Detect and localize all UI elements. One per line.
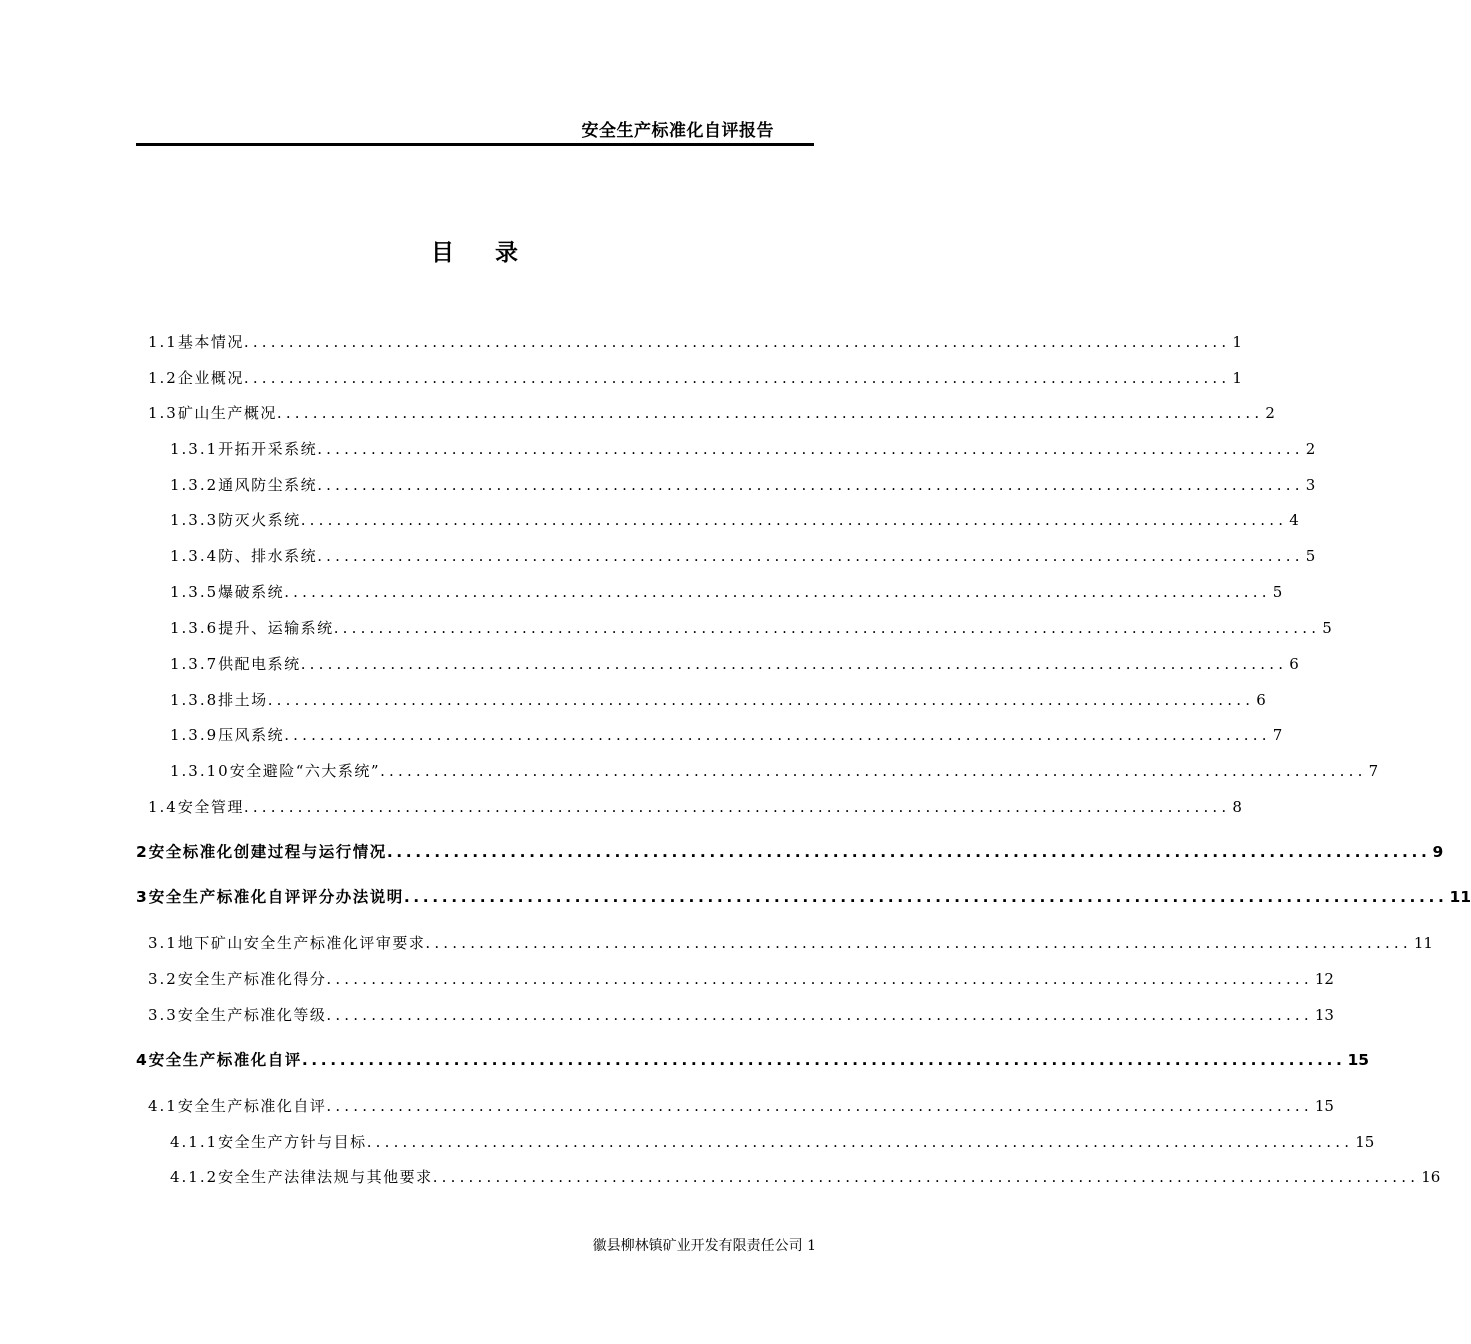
toc-entry[interactable] [170, 1165, 1441, 1189]
toc-entry-page: 15 [1347, 1051, 1370, 1069]
toc-dot-leader: .............................................................................................................. [380, 762, 1367, 780]
toc-entry-number: 1.3.1 [170, 440, 219, 458]
toc-entry[interactable] [148, 1094, 1334, 1118]
toc-entry-number: 1.4 [148, 798, 178, 816]
toc-entry[interactable] [148, 931, 1433, 955]
toc-dot-leader: .............................................................................................................. [326, 970, 1313, 988]
toc-entry-number: 1.3.6 [170, 619, 219, 637]
toc-entry[interactable] [136, 1048, 1370, 1072]
toc-entry-page: 5 [1305, 547, 1316, 565]
toc-entry-number: 1.3.9 [170, 726, 219, 744]
toc-entry-page: 5 [1322, 619, 1332, 637]
toc-dot-leader: .............................................................................................................. [300, 655, 1288, 673]
toc-dot-leader: .............................................................................................................. [326, 1006, 1313, 1024]
toc-entry[interactable] [148, 366, 1242, 390]
toc-entry-number: 4.1.2 [170, 1168, 219, 1186]
toc-entry-page: 15 [1314, 1097, 1334, 1115]
toc-entry-page: 6 [1256, 691, 1266, 709]
toc-entry-number: 4 [136, 1051, 149, 1069]
toc-entry-page: 6 [1289, 655, 1299, 673]
toc-entry-label: 基本情况 [177, 333, 244, 351]
toc-entry-number: 1.3.7 [170, 655, 219, 673]
toc-heading-char-1: 目 [431, 240, 455, 266]
toc-entry[interactable] [170, 580, 1283, 604]
toc-entry-label: 安全生产标准化自评 [177, 1097, 327, 1115]
toc-entry-label: 安全标准化创建过程与运行情况 [148, 843, 387, 861]
toc-dot-leader: .............................................................................................................. [284, 726, 1271, 744]
toc-dot-leader: .............................................................................................................. [317, 547, 1304, 565]
toc-entry-number: 4.1.1 [170, 1133, 219, 1151]
toc-entry[interactable] [148, 795, 1242, 819]
toc-entry-page: 5 [1272, 583, 1283, 601]
toc-entry-page: 3 [1305, 476, 1316, 494]
header-divider [136, 143, 814, 146]
toc-dot-leader: .............................................................................................................. [366, 1133, 1354, 1151]
toc-dot-leader: .............................................................................................................. [403, 888, 1448, 906]
toc-entry-label: 安全生产标准化自评评分办法说明 [148, 888, 404, 906]
toc-entry-label: 通风防尘系统 [218, 476, 318, 494]
toc-entry-number: 2 [136, 843, 149, 861]
toc-dot-leader: .............................................................................................................. [243, 798, 1231, 816]
toc-entry[interactable] [170, 1130, 1375, 1154]
toc-entry-label: 地下矿山安全生产标准化评审要求 [177, 934, 426, 952]
toc-entry[interactable] [148, 401, 1275, 425]
toc-dot-leader: .............................................................................................................. [276, 404, 1264, 422]
toc-entry-label: 安全生产标准化等级 [177, 1006, 327, 1024]
toc-entry-page: 12 [1314, 970, 1334, 988]
toc-entry[interactable] [170, 688, 1266, 712]
toc-entry-label: 安全避险“六大系统” [229, 762, 381, 780]
toc-entry-page: 4 [1289, 511, 1299, 529]
toc-heading [0, 234, 950, 267]
toc-entry-number: 1.3.4 [170, 547, 219, 565]
toc-entry[interactable] [170, 652, 1299, 676]
toc-entry[interactable] [170, 723, 1283, 747]
toc-entry-number: 1.3.10 [170, 762, 230, 780]
toc-entry-page: 2 [1305, 440, 1316, 458]
report-header-title: 安全生产标准化自评报告 [581, 121, 774, 141]
toc-heading-char-2: 录 [495, 240, 519, 266]
toc-entry-page: 8 [1232, 798, 1242, 816]
toc-entry[interactable] [170, 544, 1316, 568]
toc-dot-leader: .............................................................................................................. [317, 440, 1304, 458]
toc-entry-label: 安全生产标准化得分 [177, 970, 327, 988]
toc-entry-number: 4.1 [148, 1097, 178, 1115]
toc-dot-leader: .............................................................................................................. [243, 333, 1231, 351]
toc-entry-label: 安全生产标准化自评 [148, 1051, 302, 1069]
toc-dot-leader: .............................................................................................................. [386, 843, 1431, 861]
toc-entry[interactable] [170, 616, 1332, 640]
toc-entry-number: 1.3 [148, 404, 178, 422]
toc-entry[interactable] [170, 437, 1316, 461]
toc-entry-number: 1.1 [148, 333, 178, 351]
toc-entry-page: 11 [1413, 934, 1433, 952]
toc-entry[interactable] [148, 330, 1242, 354]
footer-company-page: 徽县柳林镇矿业开发有限责任公司 1 [592, 1238, 816, 1254]
toc-entry[interactable] [148, 1003, 1334, 1027]
toc-entry-number: 3.1 [148, 934, 178, 952]
toc-entry-number: 3.2 [148, 970, 178, 988]
toc-entry-label: 防、排水系统 [218, 547, 318, 565]
toc-dot-leader: .............................................................................................................. [300, 511, 1288, 529]
toc-entry-page: 11 [1449, 888, 1471, 906]
toc-entry-number: 3.3 [148, 1006, 178, 1024]
toc-entry-label: 压风系统 [218, 726, 285, 744]
toc-entry-number: 1.3.3 [170, 511, 219, 529]
toc-entry[interactable] [170, 473, 1316, 497]
toc-entry-label: 矿山生产概况 [177, 404, 277, 422]
toc-entry-number: 1.3.8 [170, 691, 219, 709]
toc-entry-label: 提升、运输系统 [218, 619, 334, 637]
toc-entry-label: 爆破系统 [218, 583, 285, 601]
toc-entry-page: 15 [1355, 1133, 1375, 1151]
toc-entry-label: 排土场 [218, 691, 268, 709]
toc-dot-leader: .............................................................................................................. [326, 1097, 1313, 1115]
toc-entry-label: 供配电系统 [218, 655, 301, 673]
toc-entry-page: 7 [1368, 762, 1379, 780]
toc-entry-label: 企业概况 [177, 369, 244, 387]
toc-entry-number: 1.3.2 [170, 476, 219, 494]
toc-entry-number: 1.2 [148, 369, 178, 387]
toc-entry-page: 1 [1232, 333, 1242, 351]
toc-entry[interactable] [170, 759, 1379, 783]
toc-entry-page: 16 [1421, 1168, 1441, 1186]
toc-entry-page: 7 [1272, 726, 1283, 744]
toc-dot-leader: .............................................................................................................. [333, 619, 1321, 637]
toc-entry-number: 1.3.5 [170, 583, 219, 601]
toc-entry[interactable] [136, 840, 1444, 864]
toc-entry-page: 1 [1232, 369, 1242, 387]
toc-dot-leader: .............................................................................................................. [425, 934, 1412, 952]
toc-entry-label: 安全生产方针与目标 [218, 1133, 367, 1151]
toc-dot-leader: .............................................................................................................. [301, 1051, 1346, 1069]
toc-entry-label: 开拓开采系统 [218, 440, 318, 458]
toc-entry-label: 安全管理 [177, 798, 244, 816]
toc-entry[interactable] [136, 885, 1471, 909]
toc-entry[interactable] [170, 508, 1299, 532]
toc-dot-leader: .............................................................................................................. [317, 476, 1304, 494]
toc-entry-page: 2 [1265, 404, 1275, 422]
toc-entry-number: 3 [136, 888, 149, 906]
toc-dot-leader: .............................................................................................................. [432, 1168, 1420, 1186]
toc-entry[interactable] [148, 967, 1334, 991]
toc-entry-page: 9 [1432, 843, 1444, 861]
toc-dot-leader: .............................................................................................................. [243, 369, 1231, 387]
toc-entry-label: 防灭火系统 [218, 511, 301, 529]
toc-dot-leader: .............................................................................................................. [267, 691, 1255, 709]
toc-entry-label: 安全生产法律法规与其他要求 [218, 1168, 433, 1186]
toc-dot-leader: .............................................................................................................. [284, 583, 1271, 601]
toc-entry-page: 13 [1314, 1006, 1334, 1024]
